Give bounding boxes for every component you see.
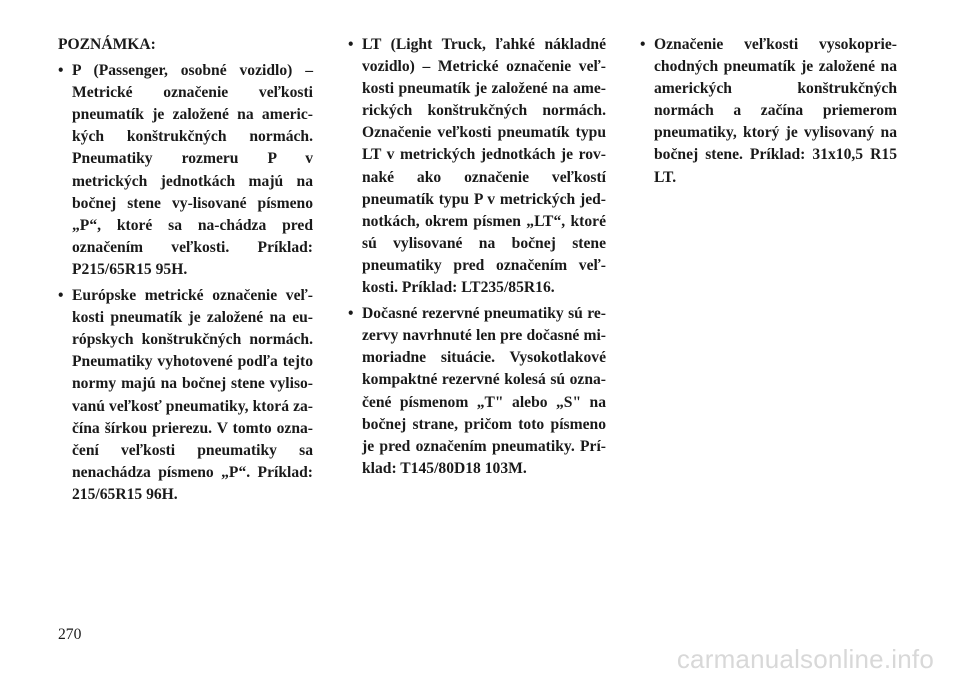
bullet-item: • LT (Light Truck, ľahké nákladné vozidlo) – Metrické označenie veľ-kosti pneumatík je založené na ame-rických konštrukčných normách. Označenie veľkosti pneumatík typu LT v metrických jednotkách je rov-naké ako označenie veľkostí pneumatík typu P v metrických jed-notkách, okrem písmen „LT“, ktoré sú vylisované na bočnej stene pneumatiky pred označením veľ-kosti. Príklad: LT235/85R16. [348,34,606,299]
note-title: POZNÁMKA: [58,36,156,53]
bullet-list-3 [640,34,897,189]
bullet-item: • P (Passenger, osobné vozidlo) – Metrické označenie veľkosti pneumatík je založené na americ-kých konštrukčných normách. Pneumatiky rozmeru P v metrických jednotkách majú na bočnej stene vy-lisované písmeno „P“, ktoré sa na-chádza pred označením veľkosti. Príklad: P215/65R15 95H. [58,60,313,281]
bullet-item: • Označenie veľkosti vysokoprie-chodných pneumatík je založené na amerických konštrukčných normách a začína priemerom pneumatiky, ktorý je vylisovaný na bočnej stene. Príklad: 31x10,5 R15 LT. [640,34,897,189]
watermark-logo: carmanualsonline.info [676,644,934,674]
bullet-item: • Dočasné rezervné pneumatiky sú re-zervy navrhnuté len pre dočasné mi-moriadne situácie. Vysokotlakové kompaktné rezervné kolesá sú ozna-čené písmenom „T" alebo „S" na bočnej strane, pričom toto písmeno je pred označením pneumatiky. Prí-klad: T145/80D18 103M. [348,303,606,480]
text-column-1 [58,34,313,510]
bullet-list-1 [58,60,313,506]
page-number: 270 [58,626,82,643]
text-column-3 [640,34,897,193]
bullet-list-2 [348,34,606,480]
text-column-2 [348,34,606,484]
bullet-item: • Európske metrické označenie veľ-kosti pneumatík je založené na eu-rópskych konštrukčných normách. Pneumatiky vyhotovené podľa tejto normy majú na bočnej stene vyliso-vanú veľkosť pneumatiky, ktorá za-čína šírkou prierezu. V tomto ozna-čení veľkosti pneumatiky sa nenachádza písmeno „P“. Príklad: 215/65R15 96H. [58,285,313,506]
